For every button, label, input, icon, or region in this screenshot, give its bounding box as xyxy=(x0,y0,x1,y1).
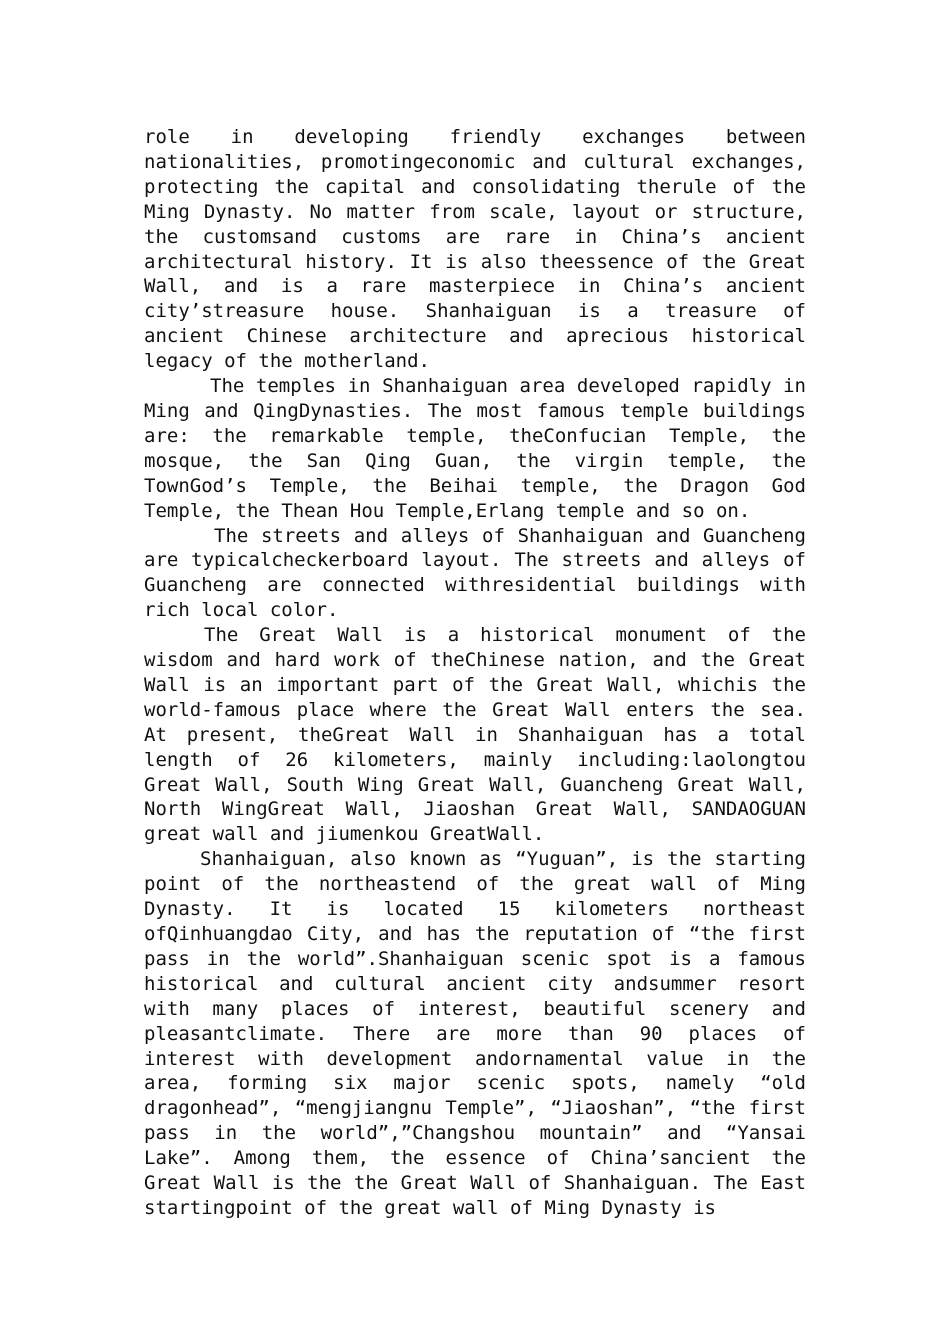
paragraph-temples: The temples in Shanhaiguan area developed rapidly in Ming and QingDynasties. The most famous temple buildings are: the remarkable temple, theConfucian Temple, the mosque, the San Qing Guan, the virgin temple, the TownGod’s Temple, the Beihai temple, the Dragon God Temple, the Thean Hou Temple,Erlang temple and so on. xyxy=(144,375,806,522)
paragraph-great-wall: The Great Wall is a historical monument of the wisdom and hard work of theChinese nation, and the Great Wall is an important part of the Great Wall, whichis the world-famous place where the Great Wall enters the sea. At present, theGreat Wall in Shanhaiguan has a total length of 26 kilometers, mainly including:laolongtou Great Wall, South Wing Great Wall, Guancheng Great Wall, North WingGreat Wall, Jiaoshan Great Wall, SANDAOGUAN great wall and jiumenkou GreatWall. xyxy=(144,624,806,846)
paragraph-streets-alleys: The streets and alleys of Shanhaiguan and Guancheng are typicalcheckerboard layout. The streets and alleys of Guancheng are connected withresidential buildings with rich local color. xyxy=(144,524,806,622)
paragraph-shanhaiguan-role: role in developing friendly exchanges between nationalities, promotingeconomic and cultural exchanges, protecting the capital and consolidating therule of the Ming Dynasty. No matter from scale, layout or structure, the customsand customs are rare in China’s ancient architectural history. It is also theessence of the Great Wall, and is a rare masterpiece in China’s ancient city’streasure house. Shanhaiguan is a treasure of ancient Chinese architecture and aprecious historical legacy of the motherland. xyxy=(144,126,806,373)
document-body xyxy=(144,125,806,1221)
paragraph-shanhaiguan-yuguan: Shanhaiguan, also known as “Yuguan”, is the starting point of the northeastend of the great wall of Ming Dynasty. It is located 15 kilometers northeast ofQinhuangdao City, and has the reputation of “the first pass in the world”.Shanhaiguan scenic spot is a famous historical and cultural ancient city andsummer resort with many places of interest, beautiful scenery and pleasantclimate. There are more than 90 places of interest with development andornamental value in the area, forming six major scenic spots, namely “old dragonhead”, “mengjiangnu Temple”, “Jiaoshan”, “the first pass in the world”,”Changshou mountain” and “Yansai Lake”. Among them, the essence of China’sancient the Great Wall is the the Great Wall of Shanhaiguan. The East startingpoint of the great wall of Ming Dynasty is xyxy=(144,848,806,1219)
